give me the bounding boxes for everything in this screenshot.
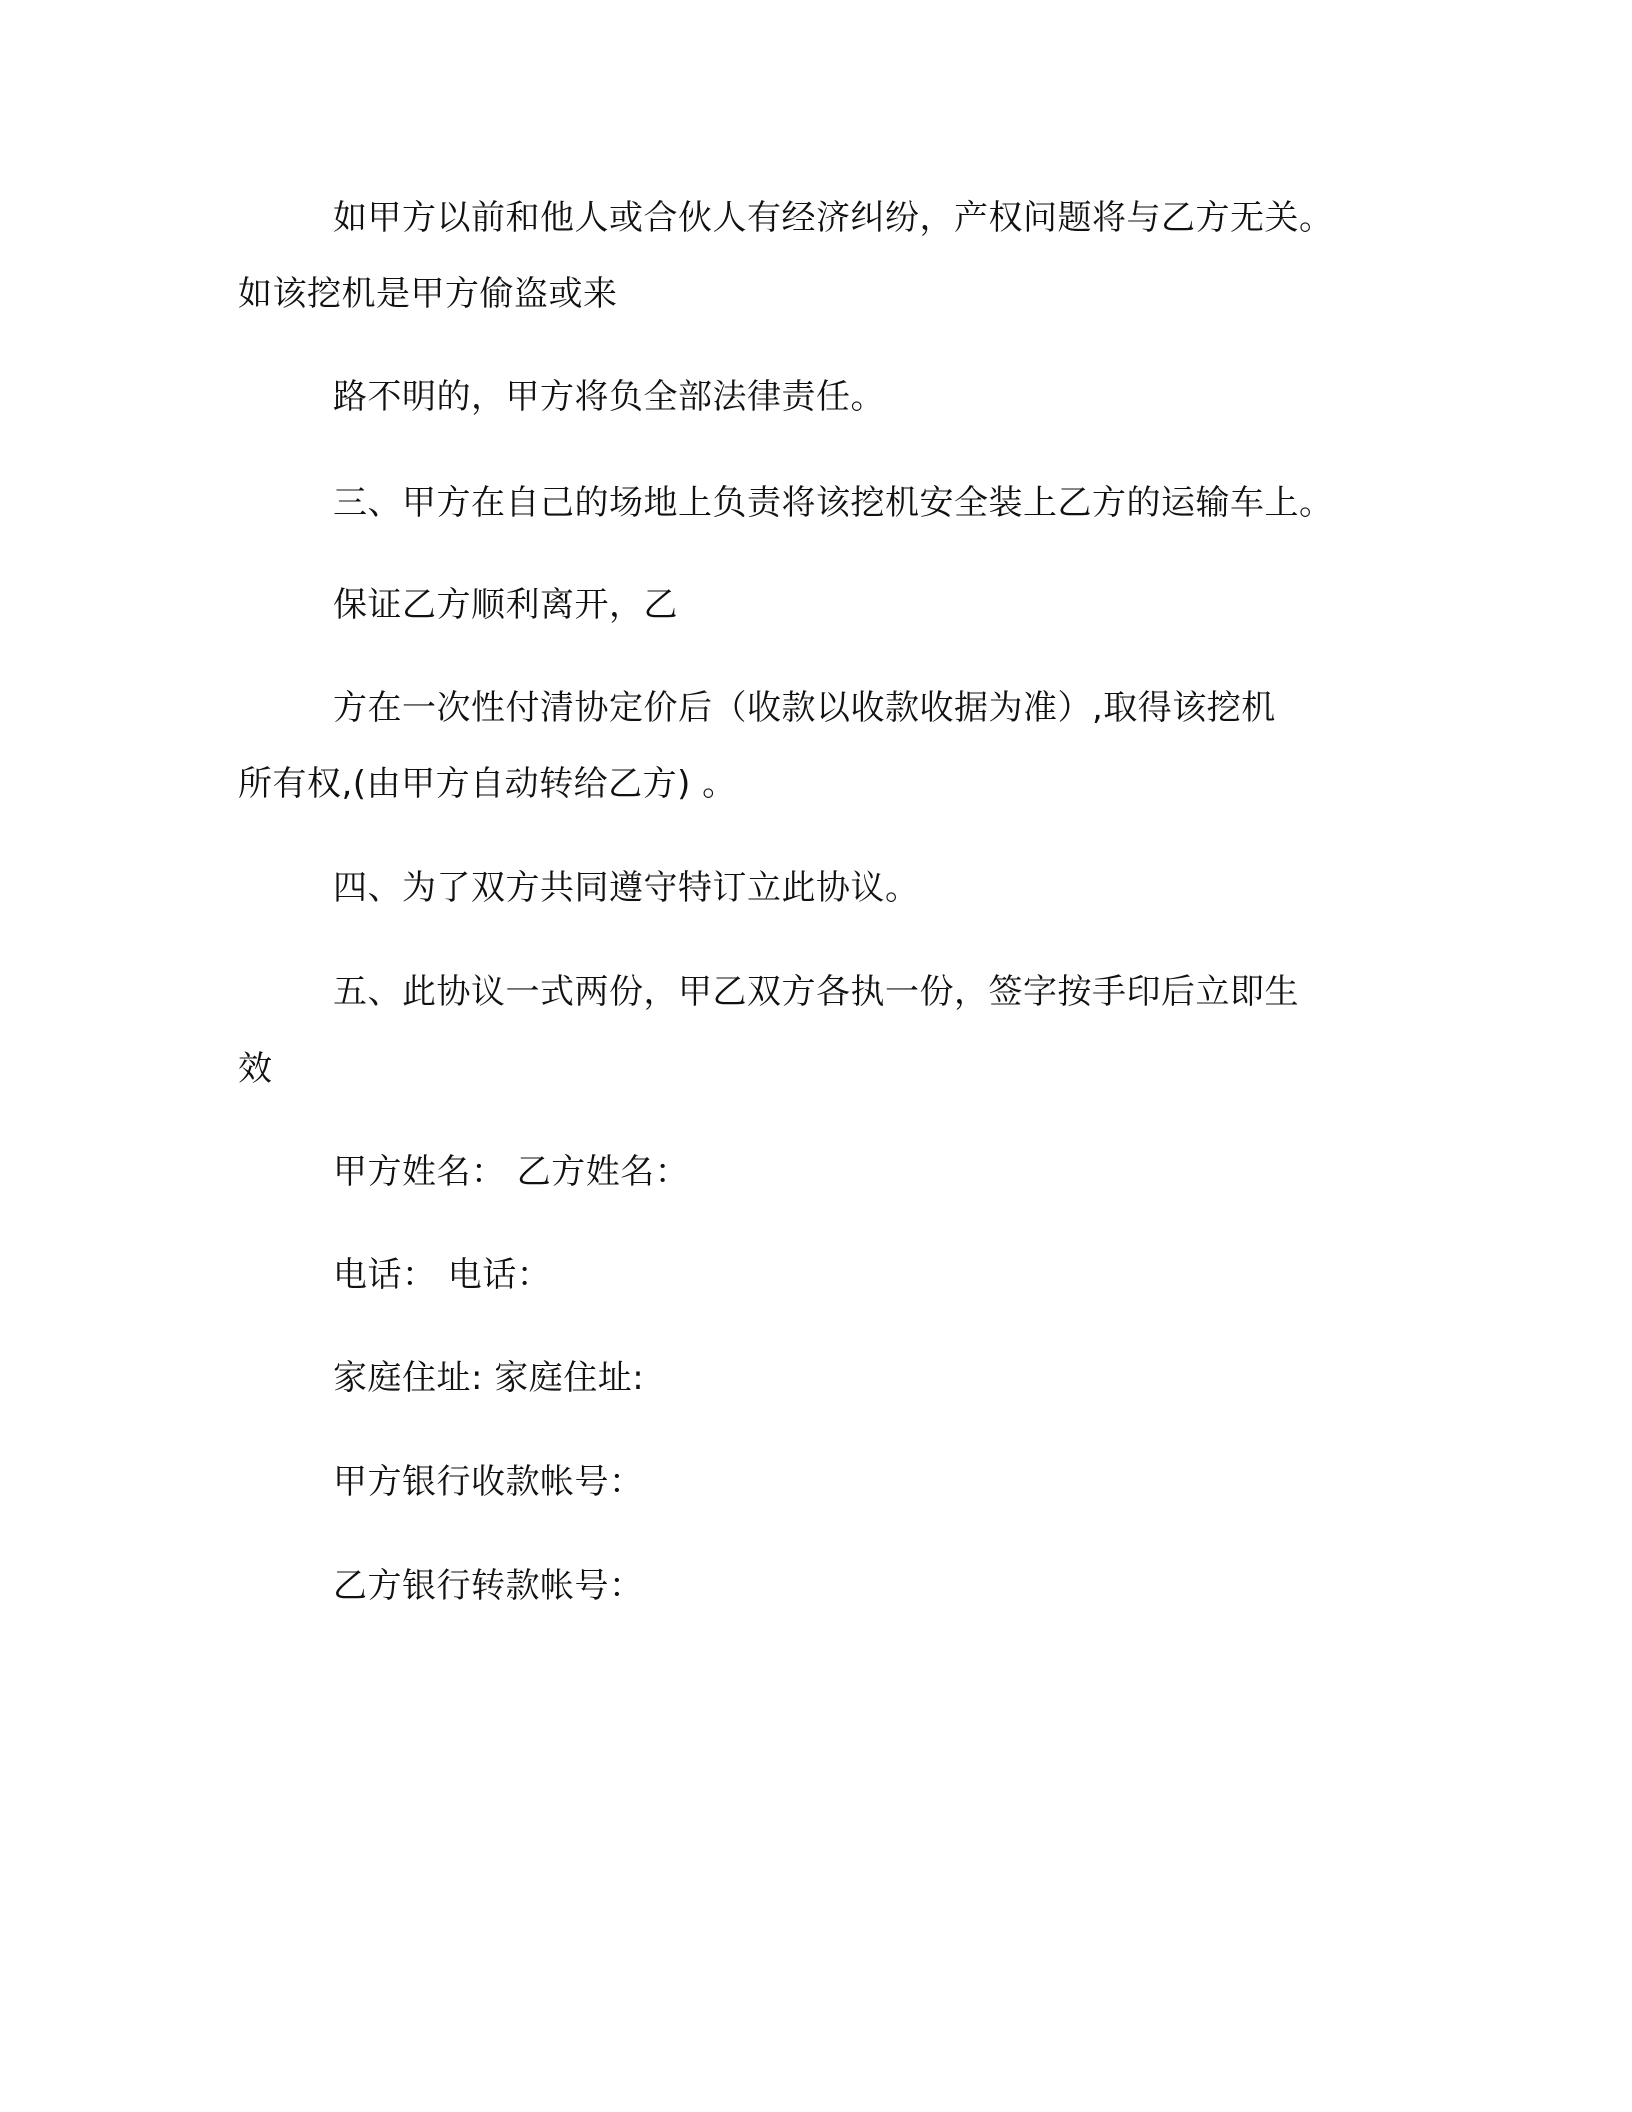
text-line-safe-departure: 保证乙方顺利离开，乙 (333, 585, 678, 625)
text-line-clause-five-cont: 效 (238, 1049, 273, 1089)
text-line-legal-responsibility: 路不明的，甲方将负全部法律责任。 (333, 377, 885, 417)
field-names: 甲方姓名： 乙方姓名： (333, 1152, 690, 1192)
text-line-clause-five: 五、此协议一式两份，甲乙双方各执一份，签字按手印后立即生 (333, 972, 1299, 1012)
text-line-payment-terms: 方在一次性付清协定价后（收款以收款收据为准）,取得该挖机 (333, 688, 1276, 728)
field-addresses: 家庭住址: 家庭住址: (333, 1358, 645, 1398)
field-party-a-bank-account: 甲方银行收款帐号： (333, 1462, 644, 1502)
field-party-b-bank-account: 乙方银行转款帐号： (333, 1566, 644, 1606)
text-line-clause-three: 三、甲方在自己的场地上负责将该挖机安全装上乙方的运输车上。 (333, 483, 1334, 523)
text-line-theft-clause: 如该挖机是甲方偷盗或来 (238, 274, 618, 314)
text-line-liability-dispute: 如甲方以前和他人或合伙人有经济纠纷，产权问题将与乙方无关。 (333, 198, 1334, 238)
text-line-ownership-transfer: 所有权,(由甲方自动转给乙方) 。 (238, 764, 737, 804)
field-phones: 电话： 电话： (333, 1255, 552, 1295)
text-line-clause-four: 四、为了双方共同遵守特订立此协议。 (333, 868, 920, 908)
